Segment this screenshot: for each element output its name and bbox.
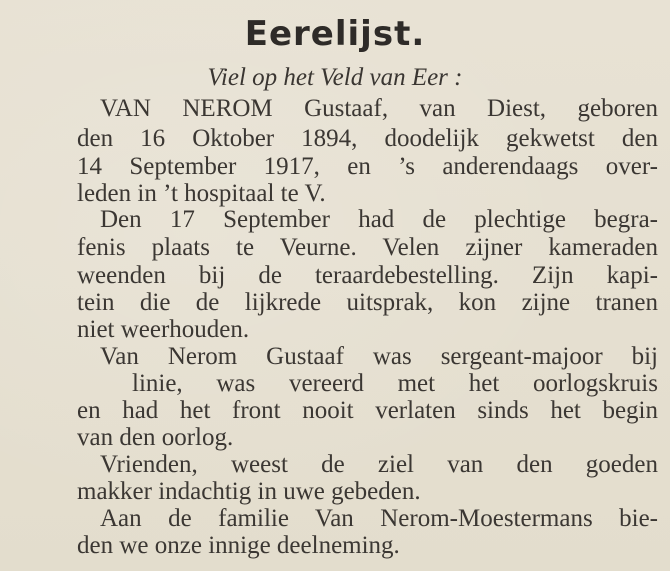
text-line: leden in ’t hospitaal te V. bbox=[77, 180, 326, 207]
article-subtitle: Viel op het Veld van Eer : bbox=[207, 64, 463, 91]
text-line: van den oorlog. bbox=[77, 424, 234, 451]
text-line: linie, was vereerd met het oorlogskruis bbox=[132, 370, 658, 397]
text-line: den we onze innige deelneming. bbox=[77, 532, 400, 559]
text-line: weenden bij de teraardebestelling. Zijn kapi- bbox=[77, 262, 658, 289]
text-line: den 16 Oktober 1894, doodelijk gekwetst den bbox=[77, 125, 658, 152]
text-line: en had het front nooit verlaten sinds het begin bbox=[77, 397, 658, 424]
article-title: Eerelijst. bbox=[244, 14, 426, 54]
text-line: Vrienden, weest de ziel van den goeden bbox=[100, 451, 658, 478]
text-line: 14 September 1917, en ’s anderendaags over- bbox=[77, 153, 658, 180]
text-line: Van Nerom Gustaaf was sergeant-majoor bij bbox=[100, 343, 658, 370]
text-line: Den 17 September had de plechtige begra- bbox=[100, 206, 658, 233]
text-line: niet weerhouden. bbox=[77, 316, 250, 343]
text-line: Aan de familie Van Nerom-Moestermans bie- bbox=[100, 505, 658, 532]
text-line: makker indachtig in uwe gebeden. bbox=[77, 478, 421, 505]
text-line: fenis plaats te Veurne. Velen zijner kameraden bbox=[77, 234, 658, 261]
text-line: VAN NEROM Gustaaf, van Diest, geboren bbox=[100, 95, 658, 122]
text-line: tein die de lijkrede uitsprak, kon zijne tranen bbox=[77, 289, 658, 316]
